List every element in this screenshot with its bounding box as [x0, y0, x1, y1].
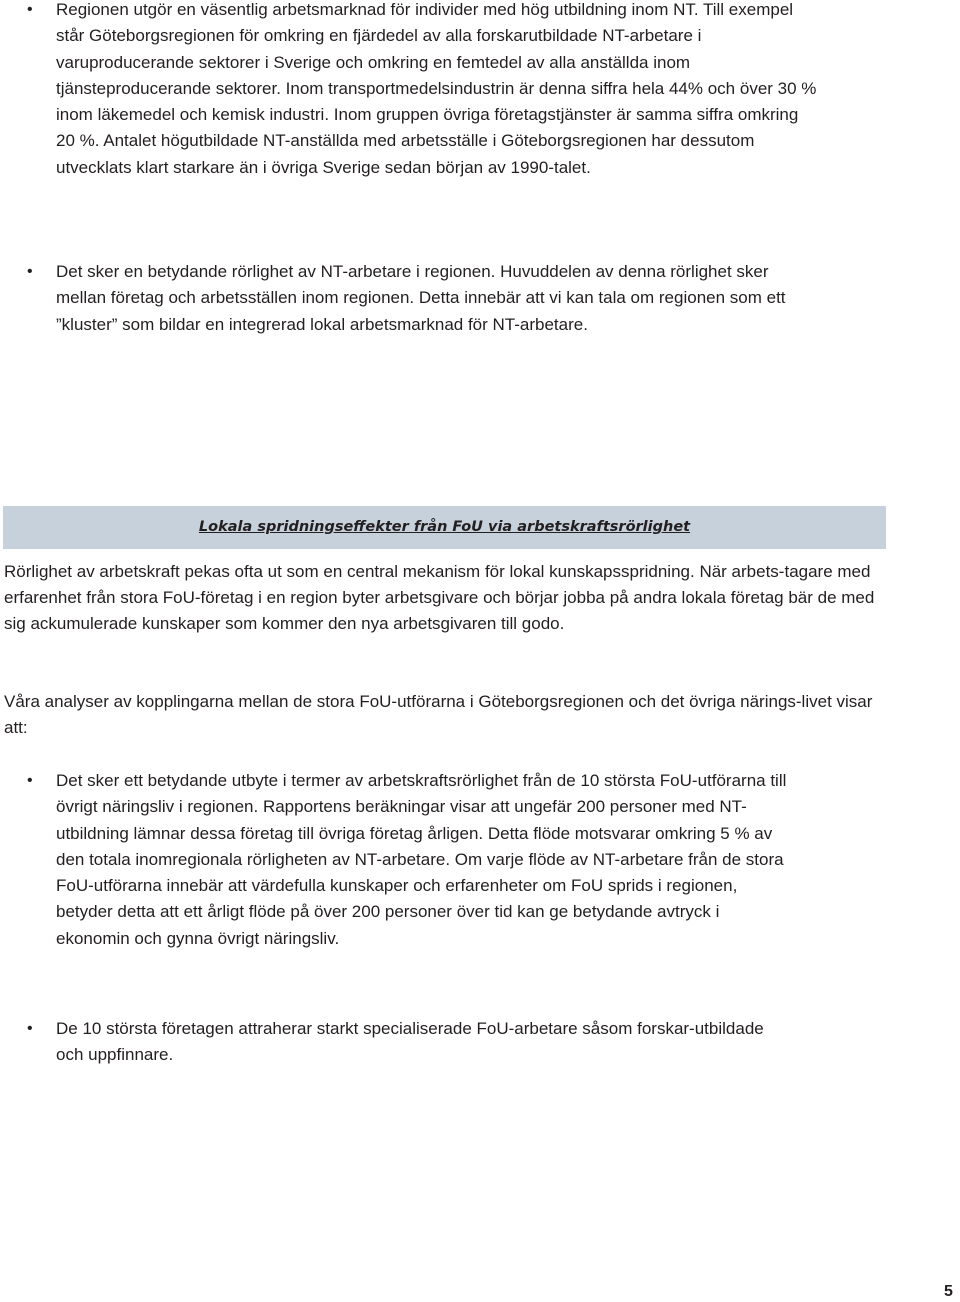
section-heading-band [3, 506, 886, 549]
bullet-marker: • [27, 1, 33, 18]
bullet-item [0, 0, 820, 181]
bullet-text: Regionen utgör en väsentlig arbetsmarknad för individer med hög utbildning inom NT. Till exempel står Göteborgsregionen för omkring en fjärdedel av alla forskarutbildade NT-arbetare i varuproducerande sektorer i Sverige och omkring en femtedel av alla anställda inom tjänsteproducerande sektorer. Inom transportmedelsindustrin är denna siffra hela 44% och över 30 % inom läkemedel och kemisk industri. Inom gruppen övriga företagstjänster är samma siffra omkring 20 %. Antalet högutbildade NT-anställda med arbetsställe i Göteborgsregionen har dessutom utvecklats klart starkare än i övriga Sverige sedan början av 1990-talet. [56, 0, 817, 177]
body-paragraph: Våra analyser av kopplingarna mellan de stora FoU-utförarna i Göteborgsregionen och det övriga närings-livet visar att: [4, 692, 873, 737]
bullet-item [0, 768, 790, 952]
page-number: 5 [944, 1283, 953, 1300]
body-paragraph: Rörlighet av arbetskraft pekas ofta ut som en central mekanism för lokal kunskapsspridning. När arbets-tagare med erfarenhet från stora FoU-företag i en region byter arbetsgivare och börjar jobba på andra lokala företag bär de med sig ackumulerade kunskaper som kommer den nya arbetsgivaren till godo. [4, 562, 875, 633]
bullet-text: Det sker en betydande rörlighet av NT-arbetare i regionen. Huvuddelen av denna rörlighet sker mellan företag och arbetsställen inom regionen. Detta innebär att vi kan tala om regionen som ett ”kluster” som bildar en integrerad lokal arbetsmarknad för NT-arbetare. [56, 262, 786, 334]
section-heading: Lokala spridningseffekter från FoU via arbetskraftsrörlighet [198, 519, 691, 535]
bullet-text: De 10 största företagen attraherar starkt specialiserade FoU-arbetare såsom forskar-utbildade och uppfinnare. [56, 1019, 764, 1065]
bullet-marker: • [27, 1020, 33, 1037]
bullet-text: Det sker ett betydande utbyte i termer av arbetskraftsrörlighet från de 10 största FoU-utförarna till övrigt näringsliv i regionen. Rapportens beräkningar visar att ungefär 200 personer med NT-utbildning lämnar dessa företag till övriga företag årligen. Detta flöde motsvarar omkring 5 % av den totala inomregionala rörligheten av NT-arbetare. Om varje flöde av NT-arbetare från de stora FoU-utförarna innebär att värdefulla kunskaper och erfarenheter om FoU sprids i regionen, betyder detta att ett årligt flöde på över 200 personer över tid kan ge betydande avtryck i ekonomin och gynna övrigt näringsliv. [56, 771, 787, 948]
bullet-marker: • [27, 263, 33, 280]
bullet-item [0, 1016, 780, 1069]
bullet-item [0, 259, 810, 338]
bullet-marker: • [27, 772, 33, 789]
